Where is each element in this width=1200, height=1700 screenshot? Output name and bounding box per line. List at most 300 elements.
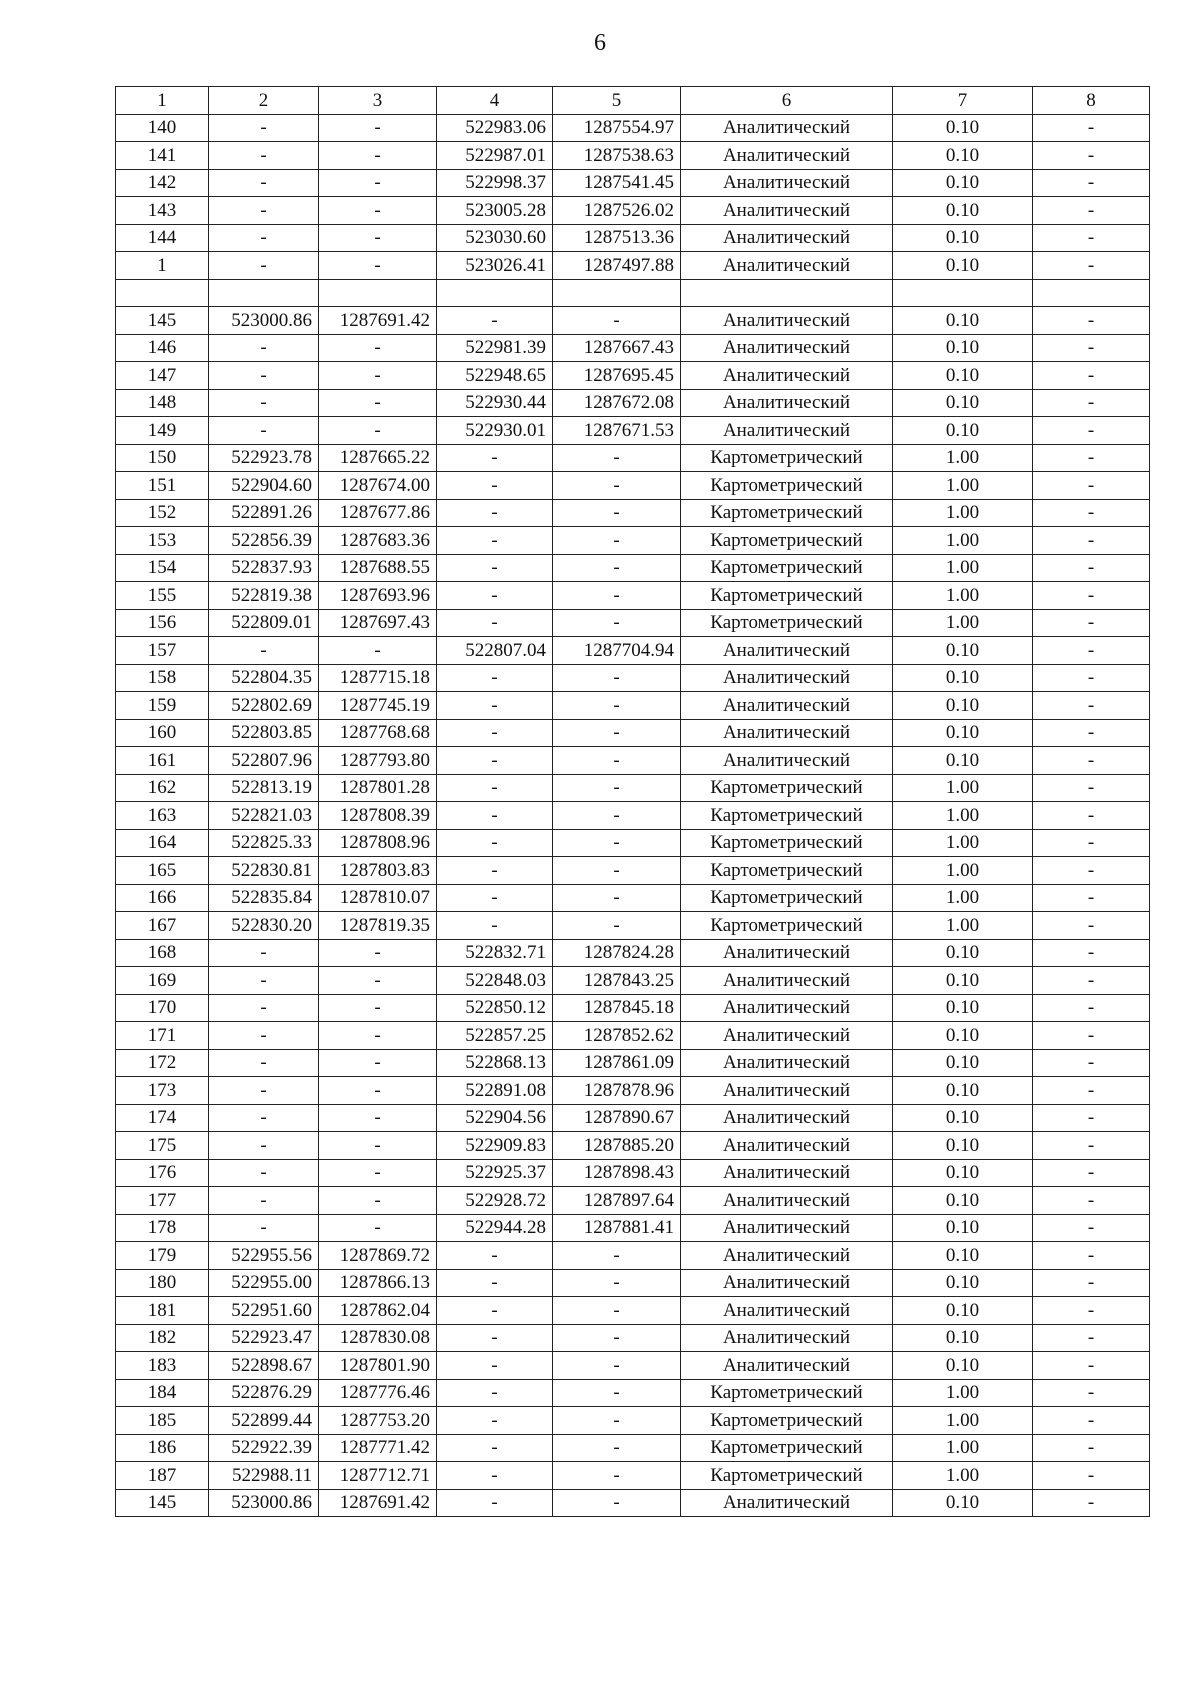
cell-point-number: 163 — [116, 802, 209, 830]
cell-y-coord-new: 1287898.43 — [553, 1159, 681, 1187]
cell-y-coord-new: 1287881.41 — [553, 1214, 681, 1242]
cell-y-coord-new: - — [553, 307, 681, 335]
cell-accuracy: 0.10 — [893, 169, 1033, 197]
cell-point-number: 180 — [116, 1269, 209, 1297]
cell-x-coord-new: - — [437, 802, 553, 830]
cell-y-coord-existing: - — [319, 967, 437, 995]
cell-accuracy: 1.00 — [893, 499, 1033, 527]
cell-x-coord-new: 522850.12 — [437, 994, 553, 1022]
cell-accuracy: 1.00 — [893, 554, 1033, 582]
cell-method: Картометрический — [681, 774, 893, 802]
cell-x-coord-new: - — [437, 664, 553, 692]
table-row — [116, 692, 1150, 720]
cell-x-coord-new: - — [437, 774, 553, 802]
cell-accuracy: 0.10 — [893, 1104, 1033, 1132]
cell-point-number: 152 — [116, 499, 209, 527]
table-row — [116, 1462, 1150, 1490]
table-row — [116, 307, 1150, 335]
cell-y-coord-existing: - — [319, 637, 437, 665]
cell-y-coord-existing: - — [319, 1104, 437, 1132]
cell-point-number: 186 — [116, 1434, 209, 1462]
cell-y-coord-new: - — [553, 1269, 681, 1297]
cell-accuracy: 0.10 — [893, 967, 1033, 995]
cell-y-coord-new: 1287695.45 — [553, 362, 681, 390]
cell-x-coord-existing: - — [209, 169, 319, 197]
cell-y-coord-new: 1287890.67 — [553, 1104, 681, 1132]
cell-note: - — [1033, 554, 1150, 582]
cell-accuracy: 0.10 — [893, 692, 1033, 720]
cell-y-coord-new: 1287554.97 — [553, 114, 681, 142]
cell-x-coord-existing: 522821.03 — [209, 802, 319, 830]
cell-note: - — [1033, 1187, 1150, 1215]
table-row — [116, 1132, 1150, 1160]
cell-accuracy: 0.10 — [893, 637, 1033, 665]
cell-point-number — [116, 279, 209, 307]
cell-y-coord-new: 1287704.94 — [553, 637, 681, 665]
cell-y-coord-new: - — [553, 1242, 681, 1270]
cell-x-coord-new: - — [437, 692, 553, 720]
cell-point-number: 156 — [116, 609, 209, 637]
cell-note: - — [1033, 1379, 1150, 1407]
cell-x-coord-new: - — [437, 554, 553, 582]
cell-method: Аналитический — [681, 307, 893, 335]
cell-x-coord-existing: 522904.60 — [209, 472, 319, 500]
table-row — [116, 1159, 1150, 1187]
cell-y-coord-new: 1287538.63 — [553, 142, 681, 170]
table-row — [116, 1407, 1150, 1435]
cell-accuracy: 0.10 — [893, 1214, 1033, 1242]
cell-y-coord-new: 1287824.28 — [553, 939, 681, 967]
cell-x-coord-existing: 522876.29 — [209, 1379, 319, 1407]
cell-note: - — [1033, 417, 1150, 445]
cell-accuracy: 1.00 — [893, 582, 1033, 610]
cell-note: - — [1033, 307, 1150, 335]
cell-method: Аналитический — [681, 252, 893, 280]
cell-note: - — [1033, 252, 1150, 280]
cell-point-number: 178 — [116, 1214, 209, 1242]
cell-note: - — [1033, 527, 1150, 555]
cell-x-coord-existing: - — [209, 1022, 319, 1050]
cell-point-number: 143 — [116, 197, 209, 225]
cell-y-coord-existing: - — [319, 1214, 437, 1242]
cell-x-coord-existing: - — [209, 1104, 319, 1132]
cell-point-number: 168 — [116, 939, 209, 967]
table-row — [116, 142, 1150, 170]
table-row — [116, 1049, 1150, 1077]
cell-note: - — [1033, 1242, 1150, 1270]
cell-y-coord-new: 1287897.64 — [553, 1187, 681, 1215]
table-row — [116, 197, 1150, 225]
cell-x-coord-new: 522981.39 — [437, 334, 553, 362]
cell-y-coord-new: - — [553, 1352, 681, 1380]
cell-x-coord-existing: - — [209, 362, 319, 390]
cell-y-coord-existing: 1287768.68 — [319, 719, 437, 747]
cell-x-coord-existing: 522804.35 — [209, 664, 319, 692]
cell-accuracy: 1.00 — [893, 802, 1033, 830]
cell-accuracy: 1.00 — [893, 774, 1033, 802]
cell-method: Картометрический — [681, 472, 893, 500]
cell-x-coord-existing: - — [209, 417, 319, 445]
cell-note: - — [1033, 362, 1150, 390]
cell-x-coord-new: 522891.08 — [437, 1077, 553, 1105]
cell-x-coord-existing: 522951.60 — [209, 1297, 319, 1325]
cell-y-coord-existing: - — [319, 1022, 437, 1050]
cell-x-coord-existing: - — [209, 939, 319, 967]
cell-accuracy: 0.10 — [893, 1352, 1033, 1380]
cell-method: Аналитический — [681, 389, 893, 417]
cell-note: - — [1033, 994, 1150, 1022]
cell-method: Аналитический — [681, 1104, 893, 1132]
table-row — [116, 774, 1150, 802]
cell-y-coord-new: - — [553, 609, 681, 637]
table-header-row — [116, 87, 1150, 115]
table-row — [116, 1104, 1150, 1132]
cell-accuracy: 1.00 — [893, 912, 1033, 940]
cell-y-coord-existing: 1287683.36 — [319, 527, 437, 555]
cell-method: Аналитический — [681, 1049, 893, 1077]
cell-point-number: 154 — [116, 554, 209, 582]
cell-y-coord-existing: 1287862.04 — [319, 1297, 437, 1325]
cell-x-coord-existing: - — [209, 967, 319, 995]
table-row — [116, 967, 1150, 995]
cell-x-coord-new: 522904.56 — [437, 1104, 553, 1132]
cell-x-coord-new: - — [437, 472, 553, 500]
cell-y-coord-new: - — [553, 1462, 681, 1490]
cell-note: - — [1033, 1462, 1150, 1490]
cell-accuracy: 0.10 — [893, 389, 1033, 417]
cell-accuracy: 0.10 — [893, 252, 1033, 280]
table-row — [116, 637, 1150, 665]
cell-note: - — [1033, 692, 1150, 720]
cell-x-coord-existing: 523000.86 — [209, 1489, 319, 1517]
cell-note: - — [1033, 912, 1150, 940]
cell-x-coord-new: - — [437, 582, 553, 610]
header-cell-3: 3 — [319, 87, 437, 115]
cell-y-coord-existing: 1287793.80 — [319, 747, 437, 775]
cell-x-coord-new: - — [437, 1407, 553, 1435]
cell-x-coord-new: 522857.25 — [437, 1022, 553, 1050]
cell-accuracy: 0.10 — [893, 417, 1033, 445]
cell-point-number: 184 — [116, 1379, 209, 1407]
header-cell-2: 2 — [209, 87, 319, 115]
table-row — [116, 444, 1150, 472]
cell-method: Картометрический — [681, 1407, 893, 1435]
cell-method: Аналитический — [681, 1352, 893, 1380]
cell-point-number: 181 — [116, 1297, 209, 1325]
cell-y-coord-existing: - — [319, 334, 437, 362]
cell-accuracy: 0.10 — [893, 197, 1033, 225]
cell-point-number: 172 — [116, 1049, 209, 1077]
cell-note: - — [1033, 939, 1150, 967]
cell-method: Картометрический — [681, 554, 893, 582]
cell-accuracy: 1.00 — [893, 527, 1033, 555]
cell-x-coord-new: - — [437, 444, 553, 472]
cell-point-number: 166 — [116, 884, 209, 912]
table-row — [116, 829, 1150, 857]
cell-method: Аналитический — [681, 1269, 893, 1297]
cell-method: Аналитический — [681, 224, 893, 252]
cell-note: - — [1033, 1407, 1150, 1435]
cell-method: Картометрический — [681, 1379, 893, 1407]
cell-x-coord-existing: - — [209, 1132, 319, 1160]
cell-accuracy: 0.10 — [893, 307, 1033, 335]
cell-point-number: 141 — [116, 142, 209, 170]
table-row — [116, 1297, 1150, 1325]
cell-method: Аналитический — [681, 142, 893, 170]
cell-accuracy: 0.10 — [893, 747, 1033, 775]
cell-x-coord-new: 522925.37 — [437, 1159, 553, 1187]
cell-y-coord-new: - — [553, 582, 681, 610]
cell-point-number: 176 — [116, 1159, 209, 1187]
cell-x-coord-existing: - — [209, 994, 319, 1022]
cell-x-coord-new: 522983.06 — [437, 114, 553, 142]
cell-y-coord-new: 1287878.96 — [553, 1077, 681, 1105]
cell-y-coord-existing: 1287697.43 — [319, 609, 437, 637]
cell-method: Картометрический — [681, 527, 893, 555]
page-number: 6 — [594, 30, 606, 56]
cell-point-number: 155 — [116, 582, 209, 610]
cell-y-coord-new: - — [553, 444, 681, 472]
cell-x-coord-existing: - — [209, 1159, 319, 1187]
cell-accuracy — [893, 279, 1033, 307]
cell-note: - — [1033, 1352, 1150, 1380]
cell-y-coord-existing — [319, 279, 437, 307]
cell-point-number: 171 — [116, 1022, 209, 1050]
cell-point-number: 158 — [116, 664, 209, 692]
cell-note: - — [1033, 472, 1150, 500]
cell-note: - — [1033, 114, 1150, 142]
cell-point-number: 169 — [116, 967, 209, 995]
cell-note: - — [1033, 1104, 1150, 1132]
cell-x-coord-new: 522928.72 — [437, 1187, 553, 1215]
cell-y-coord-existing: 1287688.55 — [319, 554, 437, 582]
cell-method: Аналитический — [681, 967, 893, 995]
cell-x-coord-existing: 522819.38 — [209, 582, 319, 610]
cell-point-number: 182 — [116, 1324, 209, 1352]
cell-y-coord-existing: 1287753.20 — [319, 1407, 437, 1435]
cell-method: Картометрический — [681, 444, 893, 472]
table-row — [116, 472, 1150, 500]
cell-y-coord-new: - — [553, 1379, 681, 1407]
cell-x-coord-existing: - — [209, 334, 319, 362]
cell-accuracy: 0.10 — [893, 1187, 1033, 1215]
cell-accuracy: 0.10 — [893, 1159, 1033, 1187]
cell-y-coord-new: 1287885.20 — [553, 1132, 681, 1160]
cell-y-coord-new: - — [553, 774, 681, 802]
cell-x-coord-new: 523030.60 — [437, 224, 553, 252]
cell-point-number: 173 — [116, 1077, 209, 1105]
table-row — [116, 857, 1150, 885]
cell-x-coord-existing: - — [209, 1049, 319, 1077]
cell-method: Аналитический — [681, 664, 893, 692]
cell-x-coord-new: 522930.01 — [437, 417, 553, 445]
cell-note: - — [1033, 1297, 1150, 1325]
cell-y-coord-existing: 1287801.90 — [319, 1352, 437, 1380]
table-row — [116, 994, 1150, 1022]
cell-y-coord-new: - — [553, 1489, 681, 1517]
cell-point-number: 140 — [116, 114, 209, 142]
table-row — [116, 582, 1150, 610]
cell-y-coord-existing: 1287810.07 — [319, 884, 437, 912]
cell-method: Аналитический — [681, 362, 893, 390]
cell-y-coord-existing: 1287691.42 — [319, 307, 437, 335]
cell-note: - — [1033, 389, 1150, 417]
table-row — [116, 719, 1150, 747]
cell-point-number: 179 — [116, 1242, 209, 1270]
table-row — [116, 802, 1150, 830]
cell-note: - — [1033, 747, 1150, 775]
table-row — [116, 1269, 1150, 1297]
cell-method: Аналитический — [681, 637, 893, 665]
cell-accuracy: 1.00 — [893, 1462, 1033, 1490]
cell-note: - — [1033, 857, 1150, 885]
cell-y-coord-existing: 1287771.42 — [319, 1434, 437, 1462]
cell-y-coord-existing: - — [319, 169, 437, 197]
cell-note: - — [1033, 1022, 1150, 1050]
cell-method: Аналитический — [681, 1324, 893, 1352]
cell-method: Аналитический — [681, 692, 893, 720]
cell-point-number: 160 — [116, 719, 209, 747]
cell-note: - — [1033, 582, 1150, 610]
cell-note: - — [1033, 1049, 1150, 1077]
cell-x-coord-existing: - — [209, 389, 319, 417]
cell-accuracy: 0.10 — [893, 1324, 1033, 1352]
cell-y-coord-new: 1287541.45 — [553, 169, 681, 197]
cell-y-coord-existing: - — [319, 939, 437, 967]
cell-y-coord-existing: - — [319, 389, 437, 417]
cell-y-coord-existing: - — [319, 252, 437, 280]
table-row — [116, 554, 1150, 582]
cell-y-coord-new: 1287672.08 — [553, 389, 681, 417]
cell-y-coord-existing: - — [319, 1049, 437, 1077]
cell-x-coord-existing: 522837.93 — [209, 554, 319, 582]
cell-point-number: 153 — [116, 527, 209, 555]
table-row — [116, 224, 1150, 252]
header-cell-4: 4 — [437, 87, 553, 115]
cell-y-coord-existing: - — [319, 1132, 437, 1160]
cell-note: - — [1033, 499, 1150, 527]
cell-x-coord-existing: 522922.39 — [209, 1434, 319, 1462]
cell-y-coord-existing: - — [319, 994, 437, 1022]
cell-accuracy: 0.10 — [893, 1132, 1033, 1160]
cell-x-coord-existing: 522988.11 — [209, 1462, 319, 1490]
cell-x-coord-new: - — [437, 1379, 553, 1407]
cell-y-coord-existing: 1287869.72 — [319, 1242, 437, 1270]
cell-x-coord-new: 522944.28 — [437, 1214, 553, 1242]
cell-method: Аналитический — [681, 417, 893, 445]
cell-x-coord-existing: 522830.20 — [209, 912, 319, 940]
cell-y-coord-new: 1287843.25 — [553, 967, 681, 995]
cell-accuracy: 1.00 — [893, 1407, 1033, 1435]
cell-accuracy: 0.10 — [893, 1022, 1033, 1050]
table-row — [116, 1242, 1150, 1270]
cell-note: - — [1033, 444, 1150, 472]
cell-y-coord-new: - — [553, 747, 681, 775]
cell-y-coord-new: - — [553, 829, 681, 857]
cell-note — [1033, 279, 1150, 307]
cell-note: - — [1033, 1489, 1150, 1517]
cell-x-coord-new: - — [437, 747, 553, 775]
cell-note: - — [1033, 1214, 1150, 1242]
cell-y-coord-new: - — [553, 1434, 681, 1462]
cell-x-coord-new: 522930.44 — [437, 389, 553, 417]
cell-x-coord-new — [437, 279, 553, 307]
table-row — [116, 1077, 1150, 1105]
cell-y-coord-new: 1287526.02 — [553, 197, 681, 225]
cell-method: Картометрический — [681, 912, 893, 940]
table-row — [116, 1324, 1150, 1352]
cell-note: - — [1033, 609, 1150, 637]
cell-y-coord-new: - — [553, 802, 681, 830]
cell-x-coord-existing: 522923.78 — [209, 444, 319, 472]
table-row — [116, 912, 1150, 940]
cell-x-coord-existing: 522891.26 — [209, 499, 319, 527]
cell-y-coord-new: - — [553, 1407, 681, 1435]
cell-x-coord-existing: 522802.69 — [209, 692, 319, 720]
cell-method: Аналитический — [681, 1132, 893, 1160]
table-row — [116, 747, 1150, 775]
cell-y-coord-existing: 1287691.42 — [319, 1489, 437, 1517]
cell-accuracy: 1.00 — [893, 1434, 1033, 1462]
table-row — [116, 169, 1150, 197]
cell-method: Аналитический — [681, 1297, 893, 1325]
cell-y-coord-new: 1287671.53 — [553, 417, 681, 445]
cell-method: Картометрический — [681, 609, 893, 637]
cell-x-coord-new: - — [437, 829, 553, 857]
cell-point-number: 164 — [116, 829, 209, 857]
cell-x-coord-existing: 522803.85 — [209, 719, 319, 747]
cell-method: Аналитический — [681, 169, 893, 197]
cell-accuracy: 0.10 — [893, 664, 1033, 692]
table-row — [116, 884, 1150, 912]
table-row — [116, 279, 1150, 307]
cell-x-coord-existing: 522835.84 — [209, 884, 319, 912]
cell-point-number: 145 — [116, 1489, 209, 1517]
cell-point-number: 146 — [116, 334, 209, 362]
cell-y-coord-existing: 1287776.46 — [319, 1379, 437, 1407]
table-row — [116, 1489, 1150, 1517]
cell-point-number: 177 — [116, 1187, 209, 1215]
cell-method: Аналитический — [681, 1159, 893, 1187]
cell-note: - — [1033, 1077, 1150, 1105]
cell-y-coord-new: - — [553, 527, 681, 555]
cell-y-coord-existing: 1287808.39 — [319, 802, 437, 830]
cell-accuracy: 1.00 — [893, 609, 1033, 637]
cell-note: - — [1033, 224, 1150, 252]
cell-accuracy: 1.00 — [893, 444, 1033, 472]
cell-note: - — [1033, 664, 1150, 692]
cell-method: Аналитический — [681, 334, 893, 362]
cell-x-coord-existing: 522807.96 — [209, 747, 319, 775]
cell-x-coord-new: - — [437, 719, 553, 747]
cell-point-number: 147 — [116, 362, 209, 390]
cell-y-coord-existing: - — [319, 362, 437, 390]
cell-x-coord-existing: - — [209, 252, 319, 280]
cell-y-coord-new: - — [553, 472, 681, 500]
cell-y-coord-existing: 1287674.00 — [319, 472, 437, 500]
cell-x-coord-new: 522998.37 — [437, 169, 553, 197]
cell-x-coord-existing: 522923.47 — [209, 1324, 319, 1352]
cell-accuracy: 0.10 — [893, 1269, 1033, 1297]
cell-x-coord-existing: 522813.19 — [209, 774, 319, 802]
cell-y-coord-existing: - — [319, 142, 437, 170]
table-row — [116, 1187, 1150, 1215]
cell-method: Картометрический — [681, 884, 893, 912]
cell-x-coord-new: - — [437, 1297, 553, 1325]
cell-point-number: 159 — [116, 692, 209, 720]
cell-x-coord-existing: - — [209, 1214, 319, 1242]
cell-x-coord-new: - — [437, 857, 553, 885]
